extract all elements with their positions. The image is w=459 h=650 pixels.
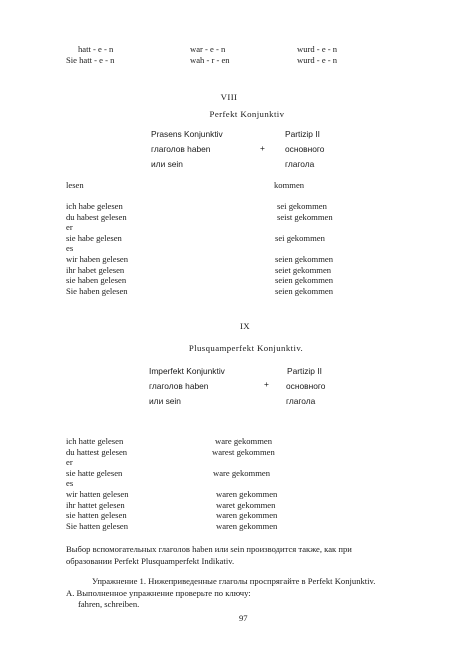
- formula-left-line: Imperfekt Konjunktiv: [149, 366, 225, 376]
- conj-line: seien gekommen: [275, 275, 333, 286]
- formula-right-line: основного: [286, 381, 326, 391]
- conj-line: [212, 478, 277, 489]
- conj-line: er: [66, 222, 73, 233]
- formula-left-line: или sein: [149, 396, 181, 406]
- conj-line: sie haben gelesen: [66, 275, 127, 286]
- exercise-instruction: A. Выполненное упражнение проверьте по ключу:: [66, 588, 251, 598]
- verb-right: kommen: [274, 180, 305, 190]
- note-line: образовании Perfekt Plusquamperfekt Indikativ.: [66, 555, 235, 566]
- conj-line: sie habe gelesen: [66, 232, 122, 243]
- formula-right-line: Partizip II: [285, 129, 320, 139]
- formula-right-line: Partizip II: [287, 366, 322, 376]
- top-cell: wah - r - en: [190, 55, 230, 65]
- exercise-title: Упражнение 1. Нижеприведенные глаголы проспрягайте в Perfekt Konjunktiv.: [92, 576, 376, 586]
- formula-right-line: глагола: [285, 159, 315, 169]
- conj-line: ihr hattet gelesen: [66, 499, 125, 510]
- conj-line: er: [66, 457, 73, 468]
- conjugation-right: [212, 436, 277, 531]
- conjugation-right: [275, 201, 333, 296]
- conj-line: wir haben gelesen: [66, 253, 129, 264]
- section-number: VIII: [220, 92, 238, 102]
- conj-line: seiet gekommen: [275, 264, 332, 275]
- conj-line: [275, 243, 333, 254]
- top-cell: Sie hatt - e - n: [66, 55, 115, 65]
- page-number: 97: [239, 613, 248, 623]
- conj-line: ich hatte gelesen: [66, 436, 124, 446]
- plus-sign: +: [260, 143, 265, 153]
- formula-left-line: или sein: [151, 159, 183, 169]
- conj-line: waren gekommen: [216, 510, 278, 521]
- conj-line: du habest gelesen: [66, 211, 127, 222]
- conjugation-left: [66, 201, 128, 296]
- top-cell: wurd - e - n: [297, 55, 338, 65]
- conj-line: seist gekommen: [277, 211, 333, 222]
- note-line: Выбор вспомогательных глаголов haben или sein производится также, как при: [66, 544, 352, 554]
- top-cell: war - e - n: [190, 44, 226, 54]
- formula-right-line: основного: [285, 144, 325, 154]
- conj-line: [212, 457, 277, 468]
- conj-line: sie hatte gelesen: [66, 467, 123, 478]
- section-number: IX: [239, 321, 251, 331]
- conj-line: Sie hatten gelesen: [66, 520, 129, 531]
- conj-line: [275, 222, 333, 233]
- conj-line: seien gekommen: [275, 285, 333, 296]
- conj-line: ware gekommen: [213, 467, 271, 478]
- conj-line: warest gekommen: [212, 446, 275, 457]
- conj-line: Sie haben gelesen: [66, 285, 128, 296]
- section-title: Perfekt Konjunktiv: [209, 109, 285, 119]
- formula-left-line: Prasens Konjunktiv: [151, 129, 223, 139]
- conj-line: waren gekommen: [216, 488, 278, 499]
- plus-sign: +: [264, 379, 269, 389]
- note-paragraph: [66, 544, 352, 567]
- conj-line: sie hatten gelesen: [66, 510, 127, 521]
- verb-left: lesen: [66, 180, 84, 190]
- conj-line: wir hatten gelesen: [66, 488, 129, 499]
- conj-line: seien gekommen: [275, 253, 333, 264]
- conj-line: ware gekommen: [215, 436, 273, 446]
- formula-right-line: глагола: [286, 396, 316, 406]
- conj-line: ich habe gelesen: [66, 201, 123, 211]
- exercise-verbs: fahren, schreiben.: [78, 599, 140, 609]
- formula-left-line: глаголов haben: [151, 144, 211, 154]
- conj-line: es: [66, 478, 74, 489]
- conj-line: waret gekommen: [216, 499, 276, 510]
- top-cell: hatt - e - n: [78, 44, 114, 54]
- conjugation-left: [66, 436, 129, 531]
- conj-line: sei gekommen: [277, 201, 327, 211]
- top-cell: wurd - e - n: [297, 44, 338, 54]
- conj-line: ihr habet gelesen: [66, 264, 125, 275]
- conj-line: es: [66, 243, 74, 254]
- conj-line: sei gekommen: [275, 232, 325, 243]
- conj-line: waren gekommen: [216, 520, 278, 531]
- formula-left-line: глаголов haben: [149, 381, 209, 391]
- conj-line: du hattest gelesen: [66, 446, 128, 457]
- section-title: Plusquamperfekt Konjunktiv.: [188, 343, 304, 353]
